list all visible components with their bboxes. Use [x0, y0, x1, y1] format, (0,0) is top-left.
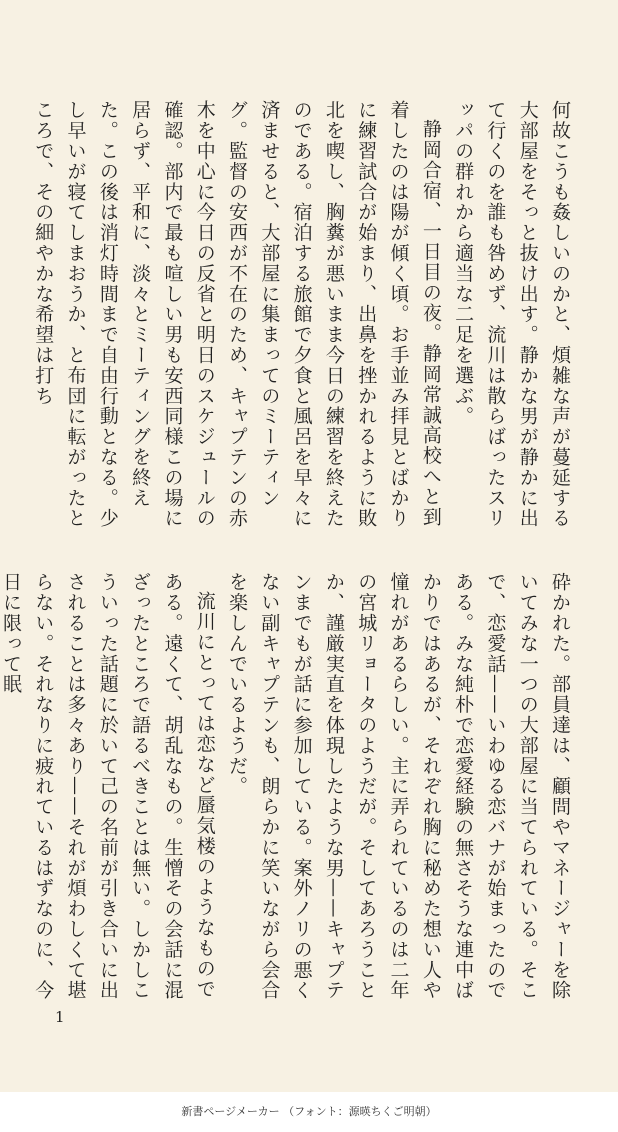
- paragraph: 静岡合宿、一日目の夜。静岡常誠高校へと到着したのは陽が傾く頃。お手並み拝見とばかりに練習試合が始まり、出鼻を挫かれるように敗北を喫し、胸糞が悪いまま今日の練習を終えたのである。宿泊する旅館で夕食と風呂を早々に済ませると、大部屋に集まってのミーティング。監督の安西が不在のため、キャプテンの赤木を中心に今日の反省と明日のスケジュールの確認。部内で最も喧しい男も安西同様この場に居らず、平和に、淡々とミーティングを終えた。この後は消灯時間まで自由行動となる。少し早いが寝てしまおうか、と布団に転がったところで、その細やかな希望は打ち: [32, 100, 442, 529]
- paragraph: 砕かれた。部員達は、顧問やマネージャーを除いてみな一つの大部屋に当てられている。そこで、恋愛話——いわゆる恋バナが始まったのである。みな純朴で恋愛経験の無さそうな連中ばかりではあるが、それぞれ胸に秘めた想い人や憧れがあるらしい。主に弄られているのは二年の宮城リョータのようだが。そしてあろうことか、謹厳実直を体現したような男——キャプテンまでもが話に参加している。案外ノリの悪くない副キャプテンも、朗らかに笑いながら会合を楽しんでいるようだ。: [226, 572, 571, 1001]
- text-block-lower: [0, 572, 576, 1004]
- footer-credit: 新書ページメーカー （フォント：源暎ちくご明朝）: [0, 1092, 618, 1132]
- page-number: 1: [55, 1008, 65, 1026]
- paragraph: 流川にとっては恋など蜃気楼のようなものである。遠くて、胡乱なもの。生憎その会話に混ざったところで語るべきことは無い。しかしこういった話題に於いて己の名前が引き合いに出されることは多々あり——それが煩わしくて堪らない。それなりに疲れているはずなのに、今日に限って眠: [0, 572, 216, 1001]
- paragraph: 何故こうも姦しいのかと、煩雑な声が蔓延する大部屋をそっと抜け出す。静かな男が静かに出て行くのを誰も咎めず、流川は散らばったスリッパの群れから適当な二足を選ぶ。: [452, 100, 571, 529]
- text-block-upper: [32, 100, 576, 532]
